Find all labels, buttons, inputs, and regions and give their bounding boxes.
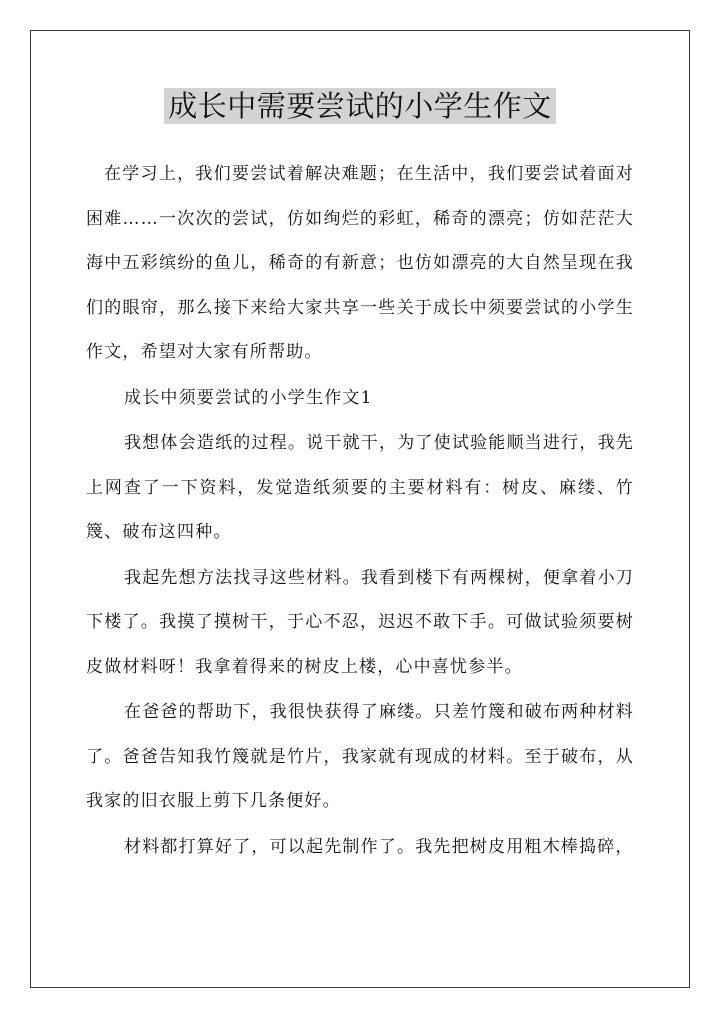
document-title: 成长中需要尝试的小学生作文 [164, 88, 556, 124]
paragraph-2: 我想体会造纸的过程。说干就干，为了使试验能顺当进行，我先上网查了一下资料，发觉造纸须要的主要材料有：树皮、麻缕、竹篾、破布这四种。 [86, 433, 634, 542]
paragraph-4: 在爸爸的帮助下，我很快获得了麻缕。只差竹篾和破布两种材料了。爸爸告知我竹篾就是竹片，我家就有现成的材料。至于破布，从我家的旧衣服上剪下几条便好。 [86, 702, 634, 811]
paragraph-intro: 在学习上，我们要尝试着解决难题；在生活中，我们要尝试着面对困难……一次次的尝试，仿如绚烂的彩虹，稀奇的漂亮；仿如茫茫大海中五彩缤纷的鱼儿，稀奇的有新意；也仿如漂亮的大自然呈现在我们的眼帘，那么接下来给大家共享一些关于成长中须要尝试的小学生作文，希望对大家有所帮助。 [86, 164, 634, 362]
title-container [0, 88, 720, 124]
paragraph-5: 材料都打算好了，可以起先制作了。我先把树皮用粗木棒捣碎， [124, 836, 634, 857]
document-body [86, 152, 634, 870]
section-heading: 成长中须要尝试的小学生作文1 [124, 387, 373, 408]
paragraph-3: 我起先想方法找寻这些材料。我看到楼下有两棵树，便拿着小刀下楼了。我摸了摸树干，于心不忍，迟迟不敢下手。可做试验须要树皮做材料呀！我拿着得来的树皮上楼，心中喜忧参半。 [86, 567, 634, 677]
